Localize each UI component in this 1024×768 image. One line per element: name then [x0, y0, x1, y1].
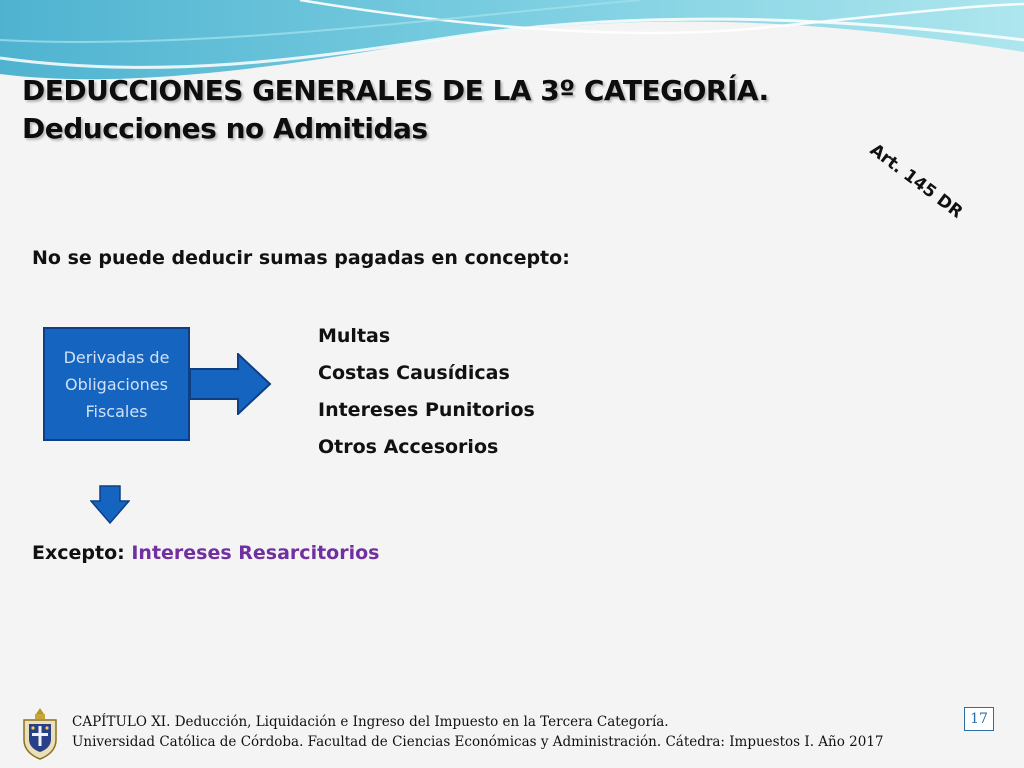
obligations-box: [43, 327, 190, 441]
intro-text: No se puede deducir sumas pagadas en concepto:: [32, 247, 570, 269]
page-number: 17: [964, 707, 994, 731]
exception-value: Intereses Resarcitorios: [131, 542, 380, 564]
list-item: Intereses Punitorios: [318, 399, 535, 421]
exception-line: [32, 542, 379, 564]
arrow-down-icon: [90, 485, 130, 525]
deduction-items-list: [318, 318, 535, 466]
footer-line-1: CAPÍTULO XI. Deducción, Liquidación e Ingreso del Impuesto en la Tercera Categoría.: [72, 714, 669, 730]
list-item: Otros Accesorios: [318, 436, 499, 458]
list-item: Costas Causídicas: [318, 362, 510, 384]
footer-text: [72, 712, 884, 752]
university-seal-icon: [20, 706, 60, 760]
box-line-3: Fiscales: [85, 401, 148, 421]
exception-label: Excepto:: [32, 542, 125, 564]
title-line-1: DEDUCCIONES GENERALES DE LA 3º CATEGORÍA.: [22, 74, 769, 107]
article-reference: Art. 145 DR: [865, 140, 967, 223]
arrow-right-icon: [190, 353, 272, 415]
obligations-box-label: [47, 344, 187, 425]
page-title: [22, 72, 769, 148]
title-line-2: Deducciones no Admitidas: [22, 112, 428, 145]
list-item: Multas: [318, 325, 391, 347]
box-line-1: Derivadas de: [63, 347, 170, 367]
footer-line-2: Universidad Católica de Córdoba. Facultad de Ciencias Económicas y Administración. Cátedra: Impuestos I. Año 2017: [72, 734, 884, 750]
box-line-2: Obligaciones: [65, 374, 168, 394]
